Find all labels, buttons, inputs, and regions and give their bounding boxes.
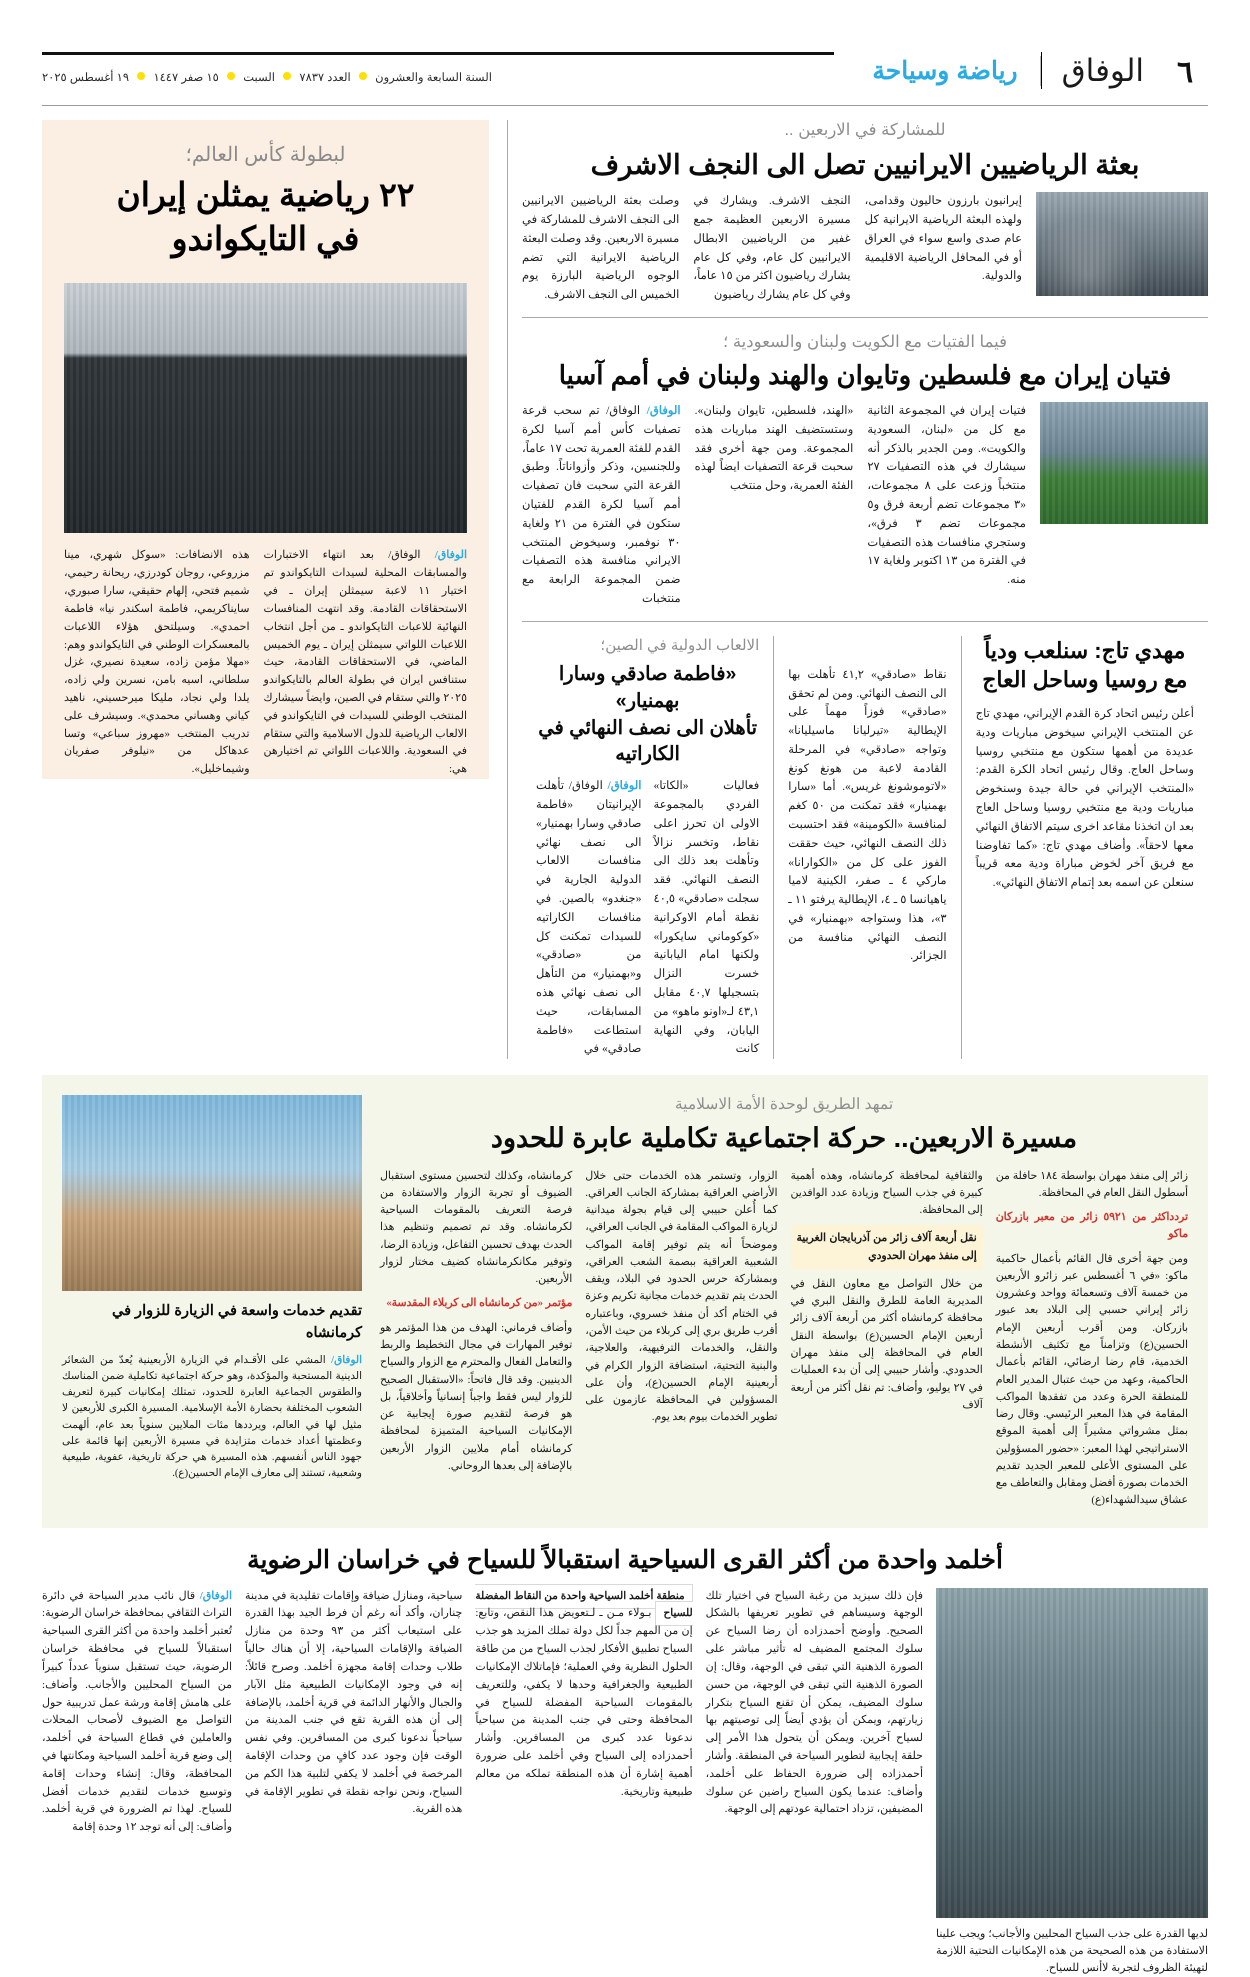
separator-dot-icon (359, 72, 367, 80)
text: «الهند، فلسطين، تايوان ولبنان». (694, 404, 854, 418)
text: ومن الجدير بالذكر أنه سيشارك في هذه التصفيات ٢٧ منتخباً وزعت على ٨ مجموعات، «٣ مجموعات تضم أربعة فرق و٥ مجموعات تضم ٣ فرق»، وستجري منافسات هذه التصفيات في الفترة من ١٣ اكتوبر ولغاية ١٧ منه. (867, 441, 1027, 587)
page-number: ٦ (1176, 56, 1194, 89)
text: المسيرة الكبرى للأربعين لا مثيل لها في العالم، ويرددها مئات الملايين سنوياً بعد عام، ألهمت وعظمتها أعداد خدمات متزايدة في مسيرة الأربعين إنها قائمة على جهود الناس أنفسهم. (62, 1403, 362, 1464)
text: ويشارك في مسيرة الاربعين العظيمة جمع غفير من الرياضيين الابطال الايرانيين كل عام، وفي كل عام يشارك رياضيون اكثر من ١٥ عاماً، وفي كل عام يشارك رياضيون (693, 194, 851, 302)
text: وقال رضا بمثل مشرواتي مشيراً إلى أهمية الموقع الاستراتيجي لهذا المعبر: «حضور المسؤولين على المستوى الأعلى للمعبر الجديد تقديم الخدمات بصورة أفضل ومقابل والتعاطف مع عشاق سيدالشهداء(ع) (995, 1408, 1188, 1507)
text: وصرح قائلاً: إنه في وجود الإمكانيات الطبيعية مثل الآبار والجبال والأنهار الدائمة في قرية أخلمد، بالإضافة إلى أن هذه القرية تقع في جنب المدينة من سياحياً ندعونا كبرى من المسافرين. وفي نفس الوقت فإن وجود عدد كافٍ من وحدات الإقامة المرخصة في أخلمد لا يكفي لتلبية هذا الكم من السياح، ونحن نواجه نقطة في تطوير الإقامة في هذه القرية. (245, 1660, 463, 1816)
tourism-columns (42, 1588, 1208, 1977)
feature-text-columns (64, 533, 467, 779)
article-najaf-col1 (522, 192, 679, 305)
article-asia-col2 (695, 402, 854, 609)
arbaeen-columns (380, 1168, 1188, 1510)
text: بـولاء مـن ـ لـتعويض هذا النقص، وتابع: إن من المهم جداً لكل دولة تملك المزيد هو جذب السياح تطبيق الأفكار لجذب السياح من من طاقة الحلول النظرية وفي العملية؛ فإماتلاك الإمكانيات الطبيعية والجغرافية وحدها لا يكفي، وللتعريف بالمقومات السياحية المفضلة للسياح في المحافظة وحتى في جنب المدينة من سياحياً ندعونا عدد كبرى من المسافرين. (475, 1607, 693, 1745)
text: أما «سارا بهمنيار» فقد تمكنت من ٥٠ كغم لمنافسة «الكومينة» فقد احتسبت ذلك النصف النهائي، حيث حققت الفوز على كل من «الكوارانا» مارکي ٤ ـ صفر، الكينية لاميا ياهيانسا ٥ ـ ٤، الإيطالية يرفتو ١١ ـ ٣»، هذا وستواجه «بهمنيار» في النصف النهائي منافسة من الجزائر. (788, 780, 947, 963)
delegation-walking-photo (1036, 192, 1208, 296)
arbaeen-kicker: تمهد الطريق لوحدة الأمة الاسلامية (674, 1096, 894, 1114)
text: وسيلتحق هؤلاء اللاعبات بالمعسكرات الوطني في التايكواندو وهم: «مهلا مؤمن زاده، سعيدة نصيري، غزل سلطاني، اسيه بامن، نسرين ولي زاده، يلدا ولي نجاد، مليكا ميرحسيني، ناهيد كياني وهساني محمدي». (64, 620, 250, 722)
divider (522, 621, 1208, 622)
arbaeen-sub-headline: تقديم خدمات واسعة في الزيارة للزوار في كرمانشاه (112, 1303, 362, 1341)
issue-weekday: السبت (243, 71, 275, 84)
article-asia-lead-tag: الوفاق/ (646, 404, 681, 418)
arbaeen-col4 (996, 1168, 1188, 1510)
tourism-col1 (42, 1588, 232, 1977)
text: وقد وصلت البعثة الرياضية الايرانية التي تضم الوجوه الرياضية البارزة يوم الخميس الى النجف الاشرف. (522, 231, 680, 302)
tourism-photo-block (936, 1588, 1208, 1977)
text: قال نائب مدير السياحة في دائرة التراث الثقافي بمحافظة خراسان الرضوية: تُعتبر أخلمد واحدة من أكثر القرى السياحية استقبالاً للسياح في محافظة خراسان الرضوية، حيث تستقبل سنوياً عدداً كبيراً من السياح المحليين والأجانب. (42, 1589, 233, 1691)
text: الزوار، وتستمر هذه الخدمات حتى خلال الأراضي العراقية بمشاركة الجانب العراقي. كما أُعلن حبيبي إلى قيام بجولة ميدانية لزيارة المواكب المقامة في الجانب العراقي، وموضحاً أنه يتم توفير إقامة المواكب الشعبية العراقية ببصمة الشعب العراقي، وبمشاركة حرس الحدود في البلاد، ويقف الحدث يتم تقديم خدمات مجانية تكريم وعزة في الختام أكد أن منفذ خسروي، وباعتباره أقرب طريق بري إلى كربلاء من حيث الأمن، والنقل، والخدمات الترفيهية، والعلاجية، والبنية التحتية، استضافة الزوار الكرام في أربعينية الإمام الحسين(ع)، وأن على المسؤولين في المحافظة عازمون على تطوير الخدمات بيوم بعد يوم. (585, 1169, 778, 1424)
article-karate-col3 (774, 636, 961, 1059)
issue-year: السنة السابعة والعشرون (375, 71, 492, 84)
arbaeen-side-text (62, 1353, 362, 1483)
tourism-col2 (245, 1588, 462, 1977)
text: وأضاف مهدي تاج: «كما تفاوضنا مع فريق آخر لخوض مباراة ودية معه قريباً سنعلن عن اسمه بعد إتمام الاتفاق النهائي». (975, 838, 1194, 890)
text: سياحية، ومنازل ضيافة وإقامات تقليدية في مدينة چناران، وأكد أنه رغم أن فرط الجيد بهذا القدرة على استيعاب أكثر من ٩٣ وحدة من منازل الضيافة والإقامات السياحية، إلا أن هناك حالياً طلاب وحدات إقامة مجهزة أخلمد. (245, 1589, 463, 1673)
text: فتيات إيران في المجموعة الثانية مع كل من «لبنان، السعودية والكويت». (867, 404, 1026, 455)
feature-headline-line1: ٢٢ رياضية يمثلن إيران (116, 176, 415, 213)
separator-dot-icon (137, 72, 145, 80)
text: في منافسات الكاراتيه للسيدات تمكنت كل من «صادقي» و«بهمنيار» من التأهل الى نصف نهائي هذه المسابقات، حيث استطاعت «فاطمة صادقي» في (536, 892, 642, 1056)
text: المشي على الأقـدام في الزيارة الأربعينية يُعدّ من الشعائر الدينية المستحبة والمؤكدة، وهو حركة اجتماعية تكاملية ضمن المناسك والطقوس الجماعية العابرة للحدود، تمتلك إمكانيات كبيرة لتعريف الشعوب المختلفة بحضارة الأمة الإسلامية. (62, 1354, 362, 1415)
article-asia-headline: فتيان إيران مع فلسطين وتايوان والهند ولبنان في أمم آسيا (558, 359, 1172, 390)
feature-kicker: لبطولة كأس العالم؛ (185, 144, 346, 166)
article-asia-col3 (522, 402, 681, 609)
article-karate-columns (536, 777, 759, 1059)
separator-dot-icon (283, 72, 291, 80)
top-zone (42, 120, 1208, 1059)
arbaeen-highlight-box-2: نقل أربعة آلاف زائر من آذربايجان الغربية إلى منفذ مهران الحدودي (791, 1225, 983, 1270)
text: وأضاف: على هامش إقامة ورشة عمل تدريبية حول التواصل مع الضيوف لأصحاب المحلات والعاملين في قطاع السياحة في أخلمد، إلى وضع قرية أخلمد السياحية ومكانتها في المحافظة، وقال: إنشاء وحدات إقامة وتوسيع خدمات لتقديم خدمات أفضل للسياح. لهذا تم الضرورة في قرية أخلمد. وأضاف: إلى أنه توجد ١٢ وحدة إقامة (42, 1678, 233, 1834)
text: والثقافية لمحافظة كرمانشاه، وهذه أهمية كبيرة في جذب السياح وزيادة عدد الوافدين إلى المحافظة. (790, 1169, 983, 1217)
arbaeen-side-lead-tag: الوفاق/ (331, 1354, 362, 1366)
text: وطبق القرعة التي سحبت فان تصفيات أمم آسيا لكرة القدم للفتيان ستكون في الفترة من ٢١ ولغاية ٣٠ نوفمبر، وسيخوض المنتخب الايراني منافسة هذه التصفيات ضمن المجموعة الرابعة مع منتخبات (521, 460, 681, 605)
text: النجف الاشرف. (768, 194, 851, 208)
text: هذه الانضافات: «سوكل شهري، مينا مزروعي، روجان كودرزي، ريحانة رحيمي، شميم فتحي، إلهام حقيقي، سارا صبوري، سايناكريمي، فاطمة اسكندر نيا» فاطمة احمدي». (64, 549, 250, 633)
feature-headline-line2: في التايكواندو (171, 220, 360, 258)
article-asia-columns (522, 402, 1208, 609)
article-karate-col2 (654, 777, 760, 1059)
article-taj-col1 (976, 705, 1194, 893)
text: ويمكن أن يتحول هذا الأمر إلى حلقة إيجابية لتطوير السياحة في المنطقة. وأشار أحمدزاده إلى ضرورة الحفاظ على أخلمد، وأضاف: عندما يكون السياح راضين عن سلوك المضيفين، تزداد احتمالية عودتهم إلى الوجهة. (705, 1732, 923, 1816)
feature-col1 (264, 547, 467, 779)
text: ومن جهة أخرى قال القائم بأعمال حاكمية ماكو: «في ٦ أغسطس عبر زائرو الأربعين من خمسة آلاف وتسعمائة وواحد وعشرون زائر إيراني حسبي إلى البلاد بعد عبور بازركان. (995, 1252, 1189, 1334)
issue-line (42, 70, 492, 90)
text: ومن جهة أخرى فقد سحبت قرعة التصفيات ايضاً لهذه الفئة العمرية، وحل منتخب (694, 441, 854, 493)
arbaeen-highlight-red: تردداكثر من ٥٩٢١ زائر من معبر بازركان ماكو (995, 1211, 1188, 1241)
text: فعاليات «الكاتا» الفردي بالمجموعة الاولى ان تحرز اعلى نقاط، وتخسر نزالاً وتأهلت بعد ذلك الى النصف النهائي. فقد سجلت «صادقي» ٤٠,٥ نقطة أمام الاوكرانية «كوكوماني سايكورا» ولكنها امام اليابانية خسرت النزال بتسجيلها ٤٠,٧ مقابل ٤٣,١ لـ«اونو ماهو» من اليابان، وفي النهاية كانت (653, 779, 760, 1056)
text: وصلت بعثة الرياضيين الايرانيين الى النجف الاشرف للمشاركة في مسيرة الاربعين. (522, 194, 680, 245)
article-karate-headline-line1: «فاطمة صادقي وسارا بهمنيار» (558, 662, 737, 712)
article-najaf-headline: بعثة الرياضيين الايرانيين تصل الى النجف الاشرف (590, 149, 1140, 180)
text: الوفاق/ بعد انتهاء الاختبارات والمسابقات المحلية لسيدات التايكواندو تم اختيار ١١ لاعبة سيمثلن إيران ـ في الاستحقاقات القادمة. (263, 549, 467, 615)
trio-row (522, 636, 1208, 1059)
article-karate-col1 (536, 777, 642, 1059)
article-taj[interactable] (962, 636, 1208, 1059)
article-najaf[interactable] (522, 120, 1208, 305)
text: الوفاق/ تأهلت الإيرانيتان «فاطمة صادقي وسارا بهمنيار» الى نصف نهائي منافسات الالعاب الدولية الجارية في «جنغدو» بالصين. (536, 779, 642, 906)
article-arbaeen[interactable] (42, 1075, 1208, 1528)
article-najaf-kicker: للمشاركة في الاربعين .. (784, 121, 946, 139)
text: ومن لم تحقق «صادقي» فوزاً مهماً على الإيطالية «تيرليانا ماسيليانا» وتواجه «صادقي» في المرحلة القادمة لاعبة من هونغ كونغ «لاتوموشونغ غريس». (788, 686, 947, 794)
text: وأشار حبيبي إلى أن بدء العمليات في ٢٧ يوليو، وأضاف: تم نقل أكثر من أربعة آلاف (790, 1364, 983, 1411)
iran-youth-football-team-photo (1040, 402, 1208, 524)
text: هذه المسيرة هي حركة تاريخية، عفوية، طبيعية وشعبية، تستند إلى معارف الإمام الحسين(ع). (62, 1452, 362, 1480)
tourism-highlight-box: منطقة أخلمد السياحية واحدة من النقاط المفضلة للسياح (475, 1584, 692, 1627)
issue-number: العدد ٧٨٣٧ (299, 71, 351, 84)
feature-col2 (64, 547, 250, 779)
tourism-headline: أخلمد واحدة من أكثر القرى السياحية استقبالاً للسياح في خراسان الرضوية (247, 1545, 1003, 1574)
article-asia-col1 (867, 402, 1026, 609)
feature-lead-tag: الوفاق/ (434, 549, 467, 562)
article-asia[interactable] (522, 332, 1208, 609)
text: وقال رئيس اتحاد الكرة القدم: «المنتخب الإيراني في حالة جيدة وسنخوض مباريات ودية مع منتخبي روسيا وساحل العاج بعد ان اتخذنا مقاعد اخرى سيتم الاتفاق النهائي معها لاحقاً». (975, 763, 1194, 852)
tourism-lead-tag: الوفاق/ (199, 1589, 233, 1602)
article-taj-headline-line2: مع روسيا وساحل العاج (982, 667, 1188, 693)
text: نقاط «صادقي» ٤١,٢ تأهلت بها الى النصف النهائي. (788, 667, 947, 700)
article-tourism[interactable] (42, 1544, 1208, 1977)
arbaeen-side (62, 1095, 362, 1510)
tourism-col3 (475, 1588, 692, 1977)
text: وستستضيف الهند مباريات هذه المجموعة. (694, 422, 854, 455)
akhlamad-waterfall-canyon-photo (936, 1588, 1208, 1918)
issue-hijri-date: ١٥ صفر ١٤٤٧ (153, 71, 219, 84)
text: فإن ذلك سيزيد من رغبة السياح في اختيار تلك الوجهة وسيساهم في تطوير تعريفها بالشكل الصحيح. (705, 1589, 923, 1638)
text: إيرانيون بارزون حاليون وقدامى، ولهذه البعثة الرياضية الايرانية كل عام صدى واسع سواء في العراق أو في المحافل الرياضية الاقليمية والدولية. (864, 194, 1022, 283)
tourism-col4 (706, 1588, 923, 1977)
arbaeen-main (380, 1095, 1188, 1510)
arbaeen-col2 (585, 1168, 777, 1510)
article-karate[interactable] (522, 636, 774, 1059)
masthead (42, 0, 1208, 89)
text: أعلن رئيس اتحاد كرة القدم الإيراني، مهدي تاج عن المنتخب الإيراني سيخوض مباريات ودية عديدة من أهمها ستكون مع منتخبي روسيا وساحل العاج. (975, 707, 1195, 777)
article-karate-lead-tag: الوفاق/ (607, 779, 642, 793)
iranian-womens-taekwondo-team-photo (64, 283, 467, 533)
newspaper-brand: الوفاق (1061, 52, 1144, 88)
section-title: رياضة وسياحة (848, 56, 1040, 86)
text: كرمانشاه، وكذلك لتحسين مستوى استقبال الضيوف أو تجربة الزوار والاستفادة من فرصة التعريف بالمقومات السياحية لكرمانشاه. وقد تم تصميم وتنظيم هذا الحدث بهدف تحسين التفاعل، وزيادة الرضا، وتوفير مكانكرمانشاه كضيف مختار لزوار الأربعين. (380, 1169, 573, 1286)
tourism-photo-caption: لديها القدرة على جذب السياح المحليين والأجانب؛ ويجب علينا الاستفادة من هذه الصحيحة من هذه الإمكانيات التحتية اللازمة لتهيئة الظروف لتجربة لاأنس للسياح. (936, 1927, 1208, 1974)
separator-dot-icon (227, 72, 235, 80)
text: من خلال التواصل مع معاون النقل في المديرية العامة للطرق والنقل البري في محافظة كرمانشاه أكثر من أربعة آلاف زائر أربعين الإمام الحسين(ع) بواسطة النقل العام في المحافظة إلى منفذ مهران الحدودي. (790, 1277, 983, 1377)
brand-box (1041, 52, 1162, 89)
text: وأشار أحمدزاده إلى السياح وفي أخلمد على ضرورة أهمية إشارة أن هذه المنطقة تملكه من معالم طبيعية وتاريخية. (475, 1732, 693, 1798)
article-najaf-columns (522, 192, 1208, 305)
divider (522, 317, 1208, 318)
feature-article[interactable] (42, 120, 508, 1059)
masthead-divider (42, 105, 1208, 106)
article-karate-kicker: الالعاب الدولية في الصين؛ (600, 636, 760, 654)
article-karate-headline-line2: تأهلان الى نصف النهائي في الكاراتيه (538, 716, 758, 766)
text: ومن أقرب أربعين الإمام الحسين(ع) وتزامناً مع تكثيف الأنشطة الخدمية، قام رضا ارضائي، القائم بأعمال الحاكمية، وعهد من حيث عتبال المدير العام للمنطقة الحرة وعدد من تفقدها المواكب المقامة في هذا المعبر الرئيسي. (995, 1321, 1188, 1421)
article-asia-kicker: فيما الفتيات مع الكويت ولبنان والسعودية ؛ (723, 332, 1007, 351)
left-column-stack (508, 120, 1208, 1059)
arbaeen-col1 (380, 1168, 572, 1510)
text: وقد انتهت المنافسات النهائية للاعبات التايكواندو ـ من أجل انتخاب اللاعبات اللواتي سيمثلن إيران ـ يوم الخميس الماضي، في الاستحقاقات القادمة، حيث ستنافس ايران في بطولة العالم بالتايكواندو ٢٠٢٥ والتي ستقام في الصين، وايضاً سيشارك المنتخب الوطني للسيدات في التايكواندو في الالعاب الرياضية للدول الاسلامية والتي ستقام في السعودية. (263, 602, 468, 758)
arbaeen-pilgrims-flags-photo (62, 1095, 362, 1291)
article-najaf-col3 (865, 192, 1022, 305)
arbaeen-highlight-red-3: مؤتمر «من كرمانشاه الى كربلاء المقدسة» (386, 1297, 573, 1310)
text: الوفاق/ تم سحب قرعة تصفيات كأس أمم آسيا لكرة القدم للفئة العمرية تحت ١٧ عاماً، وللجنسين، وذكر وأزواناتاً. (521, 404, 681, 474)
text: زائر إلى منفذ مهران بواسطة ١٨٤ حافلة من أسطول النقل العام في المحافظة. (995, 1169, 1188, 1199)
article-taj-headline-line1: مهدي تاج: سنلعب ودياً (984, 637, 1186, 663)
text: وسيشرف على تدريب المنتخب «مهروز سباعي» وتسا عدهاكل من «نيلوفر صفريان وشيماخليل». (64, 709, 250, 776)
arbaeen-headline: مسيرة الاربعين.. حركة اجتماعية تكاملية عابرة للحدود (490, 1123, 1078, 1154)
text: وأضاف فرماني: الهدف من هذا المؤتمر هو توفير المهارات في مجال التخطيط والربط والتعامل الفعال والمحترم مع الزوار والسياح الدينيين. وقد قال فاتحاً: «الاستقبال الصحيح للزوار ليس فقط واجباً إنسانياً وأخلاقياً، بل هو فرصة لتقديم صورة إيجابية عن الإمكانيات السياحية المتميزة لمحافظة كرمانشاه أمام ملايين الزوار الأربعين بالإضافة إلى بعدها الروحاني. (380, 1321, 573, 1472)
issue-gregorian-date: ١٩ أغسطس ٢٠٢٥ (42, 71, 130, 84)
text: واللاعبات اللواتي تم اختيارهن هي: (263, 745, 467, 776)
text: وأوضح أحمدزاده أن رضا السياح عن سلوك المجتمع المضيف له تأثير مباشر على الصورة الذهنية التي تبقى في الوجهة، وقال: إن الصورة الذهنية التي تبقى في الوجهة، من حسن سلوك المضيف، يمكن أن تقنع السياح بتكرار زيارتهم، ويمكن أن يؤدي أيضاً إلى توصيتهم بها لسياح آخرين. (705, 1625, 923, 1745)
arbaeen-col3 (791, 1168, 983, 1510)
feature-box (42, 120, 489, 779)
article-najaf-col2 (693, 192, 850, 305)
